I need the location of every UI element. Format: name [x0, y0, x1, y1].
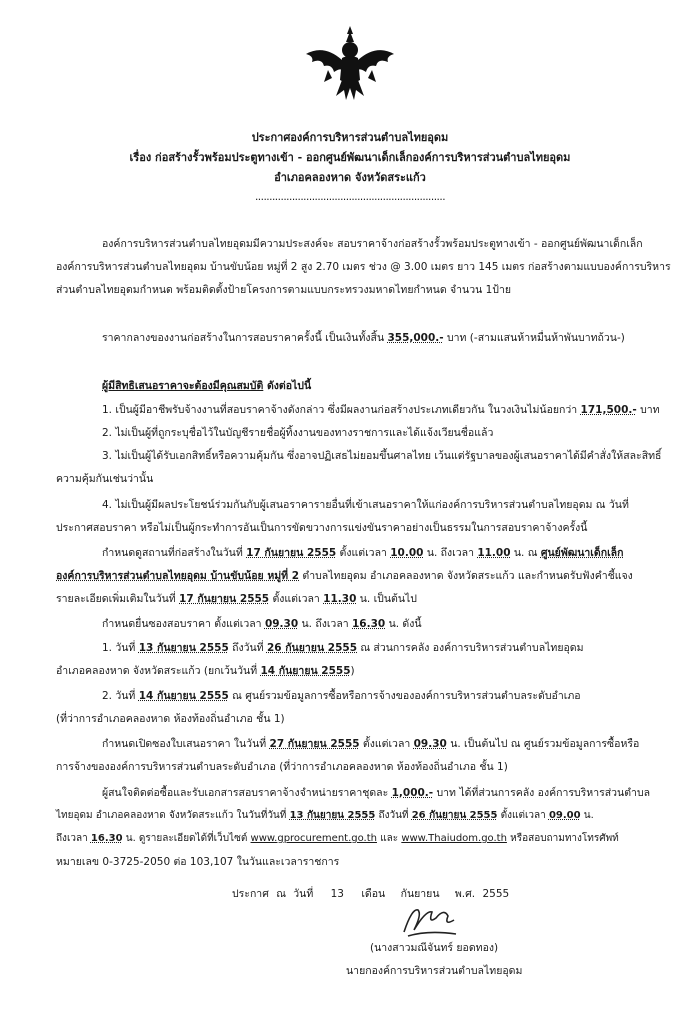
intro-line-2: องค์การบริหารส่วนตำบลไทยอุดม บ้านขับน้อย หมู่ที่ 2 สูง 2.70 เมตร ช่วง @ 3.00 เมตร ยาว 145 เมตร ก่อสร้างตามแบบองค์การบริหาร	[56, 261, 671, 273]
submission-line: กำหนดยื่นซองสอบราคา ตั้งแต่เวลา 09.30 น. ถึงเวลา 16.30 น. ดังนี้	[102, 618, 422, 630]
submission-item-1: 1. วันที่ 13 กันยายน 2555 ถึงวันที่ 26 กันยายน 2555 ณ ส่วนการคลัง องค์การบริหารส่วนตำบลไทยอุดม	[102, 642, 584, 654]
submission-item-2-cont: (ที่ว่าการอำเภอคลองหาด ห้องท้องถิ่นอำเภอ ชั้น 1)	[56, 713, 285, 725]
opening-line-2: การจ้างขององค์การบริหารส่วนตำบลระดับอำเภอ (ที่ว่าการอำเภอคลองหาด ห้องท้องถิ่นอำเภอ ชั้น 1)	[56, 761, 508, 773]
header-separator: ...................................................................	[254, 191, 446, 203]
reference-price: ราคากลางของงานก่อสร้างในการสอบราคาครั้งนี้ เป็นเงินทั้งสิ้น 355,000.- บาท (-สามแสนห้าหมื่นห้าพันบาทถ้วน-)	[102, 332, 625, 344]
price-amount: 355,000.-	[387, 332, 444, 344]
intro-line-3: ส่วนตำบลไทยอุดมกำหนด พร้อมติดตั้งป้ายโครงการตามแบบกระทรวงมหาดไทยกำหนด จำนวน 1ป้าย	[56, 284, 512, 296]
purchase-line-4: หมายเลข 0-3725-2050 ต่อ 103,107 ในวันและเวลาราชการ	[56, 856, 340, 868]
signer-title: นายกองค์การบริหารส่วนตำบลไทยอุดม	[346, 965, 523, 977]
purchase-line-2: ไทยอุดม อำเภอคลองหาด จังหวัดสระแก้ว ในวันที่วันที่ 13 กันยายน 2555 ถึงวันที่ 26 กันยายน 2555 ตั้งแต่เวลา 09.00 น.	[56, 810, 594, 821]
intro-line-1: องค์การบริหารส่วนตำบลไทยอุดมมีความประสงค์จะ สอบราคาจ้างก่อสร้างรั้วพร้อมประตูทางเข้า - ออกศูนย์พัฒนาเด็กเล็ก	[102, 238, 643, 250]
submission-item-1-cont: อำเภอคลองหาด จังหวัดสระแก้ว (ยกเว้นวันที่ 14 กันยายน 2555)	[56, 665, 355, 677]
submission-item-2: 2. วันที่ 14 กันยายน 2555 ณ ศูนย์รวมข้อมูลการซื้อหรือการจ้างขององค์การบริหารส่วนตำบลระดับอำเภอ	[102, 690, 581, 702]
site-visit-line-3: รายละเอียดเพิ่มเติมในวันที่ 17 กันยายน 2555 ตั้งแต่เวลา 11.30 น. เป็นต้นไป	[56, 593, 417, 605]
qualification-item-2: 2. ไม่เป็นผู้ที่ถูกระบุชื่อไว้ในบัญชีรายชื่อผู้ทิ้งงานของทางราชการและได้แจ้งเวียนชื่อแล้ว	[102, 427, 494, 439]
announce-date: ประกาศ ณ วันที่ 13 เดือน กันยายน พ.ศ. 2555	[232, 888, 510, 900]
purchase-line-3: ถึงเวลา 16.30 น. ดูรายละเอียดได้ที่เว็บไซต์ www.gprocurement.go.th และ www.Thaiudom.go.th หรือสอบถามทางโทรศัพท์	[56, 833, 619, 844]
document-title: ประกาศองค์การบริหารส่วนตำบลไทยอุดม	[251, 131, 449, 144]
qualification-item-4-cont: ประกาศสอบราคา หรือไม่เป็นผู้กระทำการอันเป็นการขัดขวางการแข่งขันราคาอย่างเป็นธรรมในการสอบราคาจ้างครั้งนี้	[56, 522, 588, 534]
garuda-emblem-icon	[298, 24, 402, 104]
gprocurement-link[interactable]: www.gprocurement.go.th	[250, 833, 377, 844]
qualification-item-1: 1. เป็นผู้มีอาชีพรับจ้างงานที่สอบราคาจ้างดังกล่าว ซึ่งมีผลงานก่อสร้างประเภทเดียวกัน ในวงเงินไม่น้อยกว่า 171,500.- บาท	[102, 404, 660, 416]
qualification-item-3-cont: ความคุ้มกันเช่นว่านั้น	[56, 473, 154, 485]
signer-name: (นางสาวมณีจันทร์ ยอดทอง)	[370, 942, 499, 954]
subject-label: เรื่อง	[129, 151, 152, 164]
purchase-line-1: ผู้สนใจติดต่อซื้อและรับเอกสารสอบราคาจ้างจำหน่ายราคาชุดละ 1,000.- บาท ได้ที่ส่วนการคลัง องค์การบริหารส่วนตำบล	[102, 787, 651, 799]
subject-text: ก่อสร้างรั้วพร้อมประตูทางเข้า - ออกศูนย์พัฒนาเด็กเล็กองค์การบริหารส่วนตำบลไทยอุดม	[155, 151, 571, 164]
document-subject	[0, 148, 700, 166]
site-visit-line-2: องค์การบริหารส่วนตำบลไทยอุดม บ้านขับน้อย หมู่ที่ 2 ตำบลไทยอุดม อำเภอคลองหาด จังหวัดสระแก้ว และกำหนดรับฟังคำชี้แจง	[56, 570, 633, 582]
thaiudom-link[interactable]: www.Thaiudom.go.th	[401, 833, 507, 844]
qualification-item-3: 3. ไม่เป็นผู้ได้รับเอกสิทธิ์หรือความคุ้มกัน ซึ่งอาจปฏิเสธไม่ยอมขึ้นศาลไทย เว้นแต่รัฐบาลของผู้เสนอราคาได้มีคำสั่งให้สละสิทธิ์	[102, 450, 662, 462]
site-visit-line-1: กำหนดดูสถานที่ก่อสร้างในวันที่ 17 กันยายน 2555 ตั้งแต่เวลา 10.00 น. ถึงเวลา 11.00 น. ณ ศูนย์พัฒนาเด็กเล็ก	[102, 547, 624, 559]
qualifications-heading: ผู้มีสิทธิเสนอราคาจะต้องมีคุณสมบัติ ดังต่อไปนี้	[102, 380, 312, 392]
qualification-item-4: 4. ไม่เป็นผู้มีผลประโยชน์ร่วมกันกับผู้เสนอราคารายอื่นที่เข้าเสนอราคาให้แก่องค์การบริหารส่วนตำบลไทยอุดม ณ วันที่	[102, 499, 629, 511]
opening-line-1: กำหนดเปิดซองใบเสนอราคา ในวันที่ 27 กันยายน 2555 ตั้งแต่เวลา 09.30 น. เป็นต้นไป ณ ศูนย์รวมข้อมูลการซื้อหรือ	[102, 738, 640, 750]
district-line: อำเภอคลองหาด จังหวัดสระแก้ว	[274, 171, 426, 184]
signature-mark	[398, 900, 462, 940]
